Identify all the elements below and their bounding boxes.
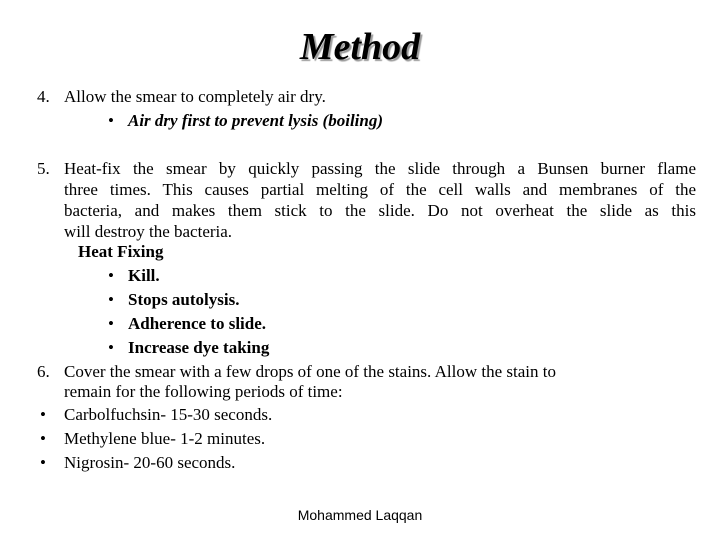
step-5-number: 5.: [37, 159, 50, 178]
step-4-text: Allow the smear to completely air dry.: [64, 87, 326, 106]
step-6-line-2: remain for the following periods of time:: [64, 382, 343, 401]
stain-item: Methylene blue- 1-2 minutes.: [64, 429, 266, 448]
heat-fixing-bullet: •: [108, 338, 114, 357]
stain-bullet: •: [40, 453, 46, 472]
heat-fixing-bullet: •: [108, 266, 114, 285]
heat-fixing-item: Adherence to slide.: [128, 314, 267, 333]
heat-fixing-item: Kill.: [128, 266, 160, 285]
step-4-bullet: •: [108, 111, 114, 130]
step-6-number: 6.: [37, 362, 50, 381]
step-5-line-4: will destroy the bacteria.: [64, 222, 233, 241]
step-5-line-3: bacteria, and makes them stick to the slide. Do not overheat the slide as this: [64, 201, 696, 220]
step-4-subpoint: Air dry first to prevent lysis (boiling): [128, 111, 383, 130]
heat-fixing-heading: Heat Fixing: [78, 242, 164, 261]
slide-title: Method: [299, 26, 421, 68]
step-4-number: 4.: [37, 87, 50, 106]
heat-fixing-item: Stops autolysis.: [128, 290, 240, 309]
stain-item: Nigrosin- 20-60 seconds.: [64, 453, 236, 472]
step-6-line-1: Cover the smear with a few drops of one of the stains. Allow the stain to: [64, 362, 556, 381]
step-5-line-1: Heat-fix the smear by quickly passing the slide through a Bunsen burner flame: [64, 159, 696, 178]
stain-bullet: •: [40, 405, 46, 424]
stain-bullet: •: [40, 429, 46, 448]
footer-author: Mohammed Laqqan: [297, 507, 423, 523]
step-5-line-2: three times. This causes partial melting of the cell walls and membranes of the: [64, 180, 696, 199]
stain-item: Carbolfuchsin- 15-30 seconds.: [64, 405, 273, 424]
heat-fixing-item: Increase dye taking: [128, 338, 270, 357]
heat-fixing-bullet: •: [108, 314, 114, 333]
heat-fixing-bullet: •: [108, 290, 114, 309]
